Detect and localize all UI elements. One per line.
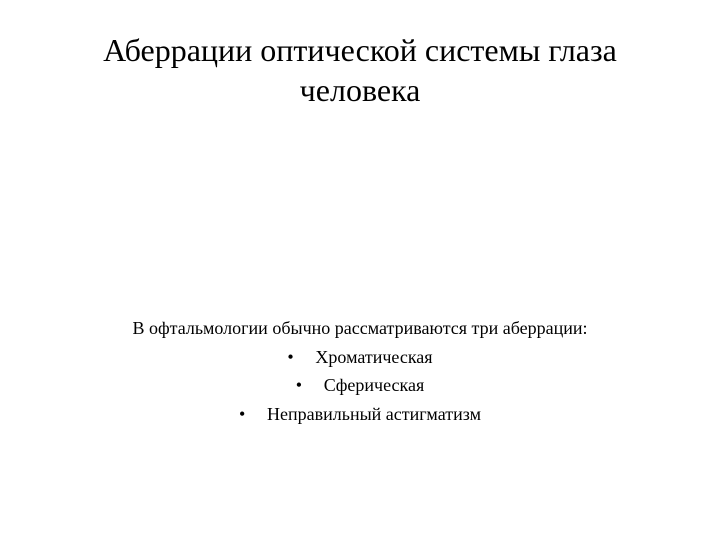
list-item: [60, 343, 660, 372]
list-item-label: Неправильный астигматизм: [267, 403, 481, 424]
slide-body: [60, 314, 660, 428]
title-line-2: человека: [299, 72, 421, 108]
list-item-label: Хроматическая: [315, 346, 433, 367]
list-item: [60, 400, 660, 429]
aberration-list: [60, 343, 660, 429]
list-item-label: Сферическая: [323, 375, 425, 395]
bullet-icon: •: [295, 375, 303, 395]
intro-text: В офтальмологии обычно рассматриваются три аберрации:: [132, 318, 588, 338]
bullet-icon: •: [239, 403, 246, 424]
slide-title: [60, 30, 660, 110]
title-line-1: Аберрации оптической системы глаза: [103, 32, 617, 68]
bullet-icon: •: [287, 346, 294, 367]
list-item: [60, 371, 660, 400]
